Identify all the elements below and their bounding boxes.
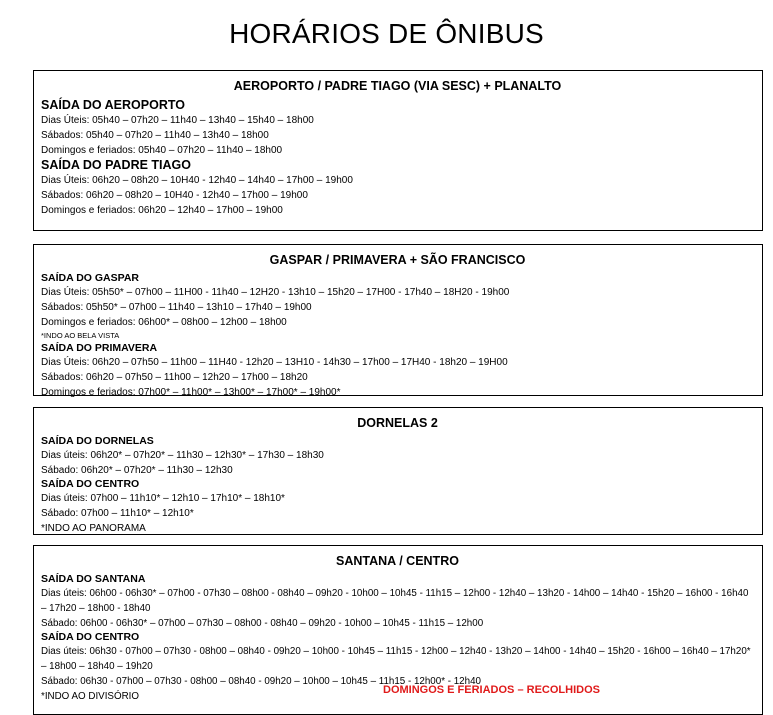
section-title: SAÍDA DO PADRE TIAGO	[41, 158, 192, 172]
schedule-line: Dias úteis: 06h30 - 07h00 – 07h30 - 08h00 – 08h40 - 09h20 – 10h00 - 10h45 – 11h15 - 12h00 – 12h40 - 13h20 – 14h00 - 14h40 – 15h20 - 16h00 – 16h40 – 17h20* – 18h00 – 18h40 – 19h20	[41, 646, 751, 672]
section-title: SAÍDA DO AEROPORTO	[41, 98, 185, 112]
schedule-line: Domingos e feriados: 07h00* – 11h00* – 13h00* – 17h00* – 19h00*	[41, 387, 341, 398]
section-title: SAÍDA DO DORNELAS	[41, 435, 154, 447]
schedule-line: Sábado: 06h20* – 07h20* – 11h30 – 12h30	[41, 465, 233, 476]
route-title: SANTANA / CENTRO	[336, 554, 459, 568]
footnote: *INDO AO DIVISÓRIO	[41, 691, 139, 702]
schedule-line: Sábados: 05h50* – 07h00 – 11h40 – 13h10 – 17h40 – 19h00	[41, 302, 312, 313]
schedule-line: Sábado: 06h30 - 07h00 – 07h30 - 08h00 – 08h40 - 09h20 – 10h00 – 10h45 – 11h15 - 12h00* - 12h40	[41, 676, 481, 687]
schedule-line: Sábado: 06h00 - 06h30* – 07h00 – 07h30 – 08h00 - 08h40 – 09h20 - 10h00 – 10h45 - 11h15 – 12h00	[41, 618, 484, 629]
schedule-line: Sábados: 05h40 – 07h20 – 11h40 – 13h40 – 18h00	[41, 130, 269, 141]
schedule-line: Domingos e feriados: 05h40 – 07h20 – 11h40 – 18h00	[41, 145, 283, 156]
section-title: SAÍDA DO CENTRO	[41, 478, 140, 490]
schedule-line: Domingos e feriados: 06h20 – 12h40 – 17h00 – 19h00	[41, 205, 283, 216]
page-title: HORÁRIOS DE ÔNIBUS	[229, 18, 544, 49]
route-title: GASPAR / PRIMAVERA + SÃO FRANCISCO	[269, 253, 526, 267]
footnote: *INDO AO PANORAMA	[41, 523, 146, 534]
schedule-line: Dias úteis: 06h00 - 06h30* – 07h00 - 07h30 – 08h00 - 08h40 – 09h20 - 10h00 – 10h45 - 11h15 – 12h00 - 12h40 – 13h20 - 14h00 – 14h40 - 15h20 – 16h00 - 16h40 – 17h20 – 18h00 - 18h40	[41, 588, 749, 614]
route-title: DORNELAS 2	[357, 416, 438, 430]
section-title: SAÍDA DO PRIMAVERA	[41, 342, 158, 354]
schedule-line: Dias Úteis: 05h40 – 07h20 – 11h40 – 13h40 – 15h40 – 18h00	[41, 115, 314, 126]
route-box-dornelas	[33, 407, 763, 535]
schedule-line: Dias Úteis: 06h20 – 07h50 – 11h00 – 11H40 - 12h20 – 13H10 - 14h30 – 17h00 – 17H40 - 18h20 – 19H00	[41, 357, 508, 368]
section-title: SAÍDA DO SANTANA	[41, 573, 146, 585]
schedule-line: Dias Úteis: 05h50* – 07h00 – 11H00 - 11h40 – 12H20 - 13h10 – 15h20 – 17H00 - 17h40 – 18H20 - 19h00	[41, 287, 510, 298]
footnote: *INDO AO BELA VISTA	[41, 331, 120, 340]
closed-notice: DOMINGOS E FERIADOS – RECOLHIDOS	[383, 684, 600, 696]
route-box-gaspar	[33, 244, 763, 396]
schedule-line: Dias úteis: 06h20* – 07h20* – 11h30 – 12h30* – 17h30 – 18h30	[41, 450, 324, 461]
schedule-line: Domingos e feriados: 06h00* – 08h00 – 12h00 – 18h00	[41, 317, 287, 328]
route-title: AEROPORTO / PADRE TIAGO (VIA SESC) + PLANALTO	[233, 79, 562, 93]
schedule-line: Sábados: 06h20 – 08h20 – 10H40 - 12h40 – 17h00 – 19h00	[41, 190, 308, 201]
schedule-line: Sábados: 06h20 – 07h50 – 11h00 – 12h20 – 17h00 – 18h20	[41, 372, 308, 383]
section-title: SAÍDA DO CENTRO	[41, 631, 140, 643]
schedule-line: Sábado: 07h00 – 11h10* – 12h10*	[41, 508, 194, 519]
route-box-aeroporto	[33, 70, 763, 231]
schedule-line: Dias úteis: 07h00 – 11h10* – 12h10 – 17h10* – 18h10*	[41, 493, 285, 504]
schedule-line: Dias Úteis: 06h20 – 08h20 – 10H40 - 12h40 – 14h40 – 17h00 – 19h00	[41, 175, 353, 186]
section-title: SAÍDA DO GASPAR	[41, 272, 140, 284]
